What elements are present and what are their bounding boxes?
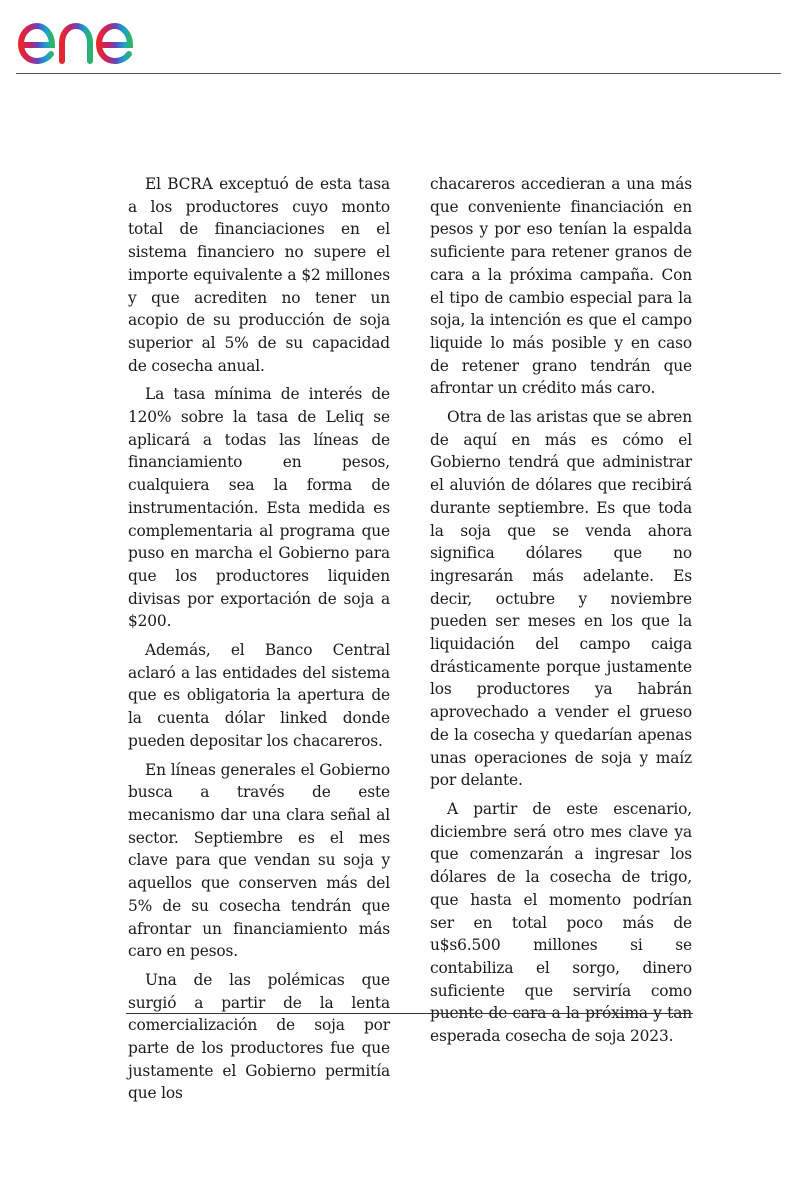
page-header xyxy=(0,0,800,80)
header-divider xyxy=(16,73,781,74)
footer-divider xyxy=(126,1013,693,1014)
paragraph: Una de las polémicas que surgió a partir de la lenta comercialización de soja por parte de los productores fue que justamente el Gobierno permitía que los xyxy=(128,970,390,1103)
paragraph: La tasa mínima de interés de 120% sobre la tasa de Leliq se aplicará a todas las líneas de financiamiento en pesos, cualquiera sea la forma de instrumentación. Esta medida es complementaria al programa que puso en marcha el Gobierno para que los productores liquiden divisas por exportación de soja a $200. xyxy=(128,385,390,631)
paragraph: El BCRA exceptuó de esta tasa a los productores cuyo monto total de financiaciones en el sistema financiero no supere el importe equivalente a $2 millones y que acrediten no tener un acopio de su producción de soja superior al 5% de su capacidad de cosecha anual. xyxy=(128,175,390,375)
paragraph: En líneas generales el Gobierno busca a través de este mecanismo dar una clara señal al sector. Septiembre es el mes clave para que vendan su soja y aquellos que conserven más del 5% de su cosecha tendrán que afrontar un financiamiento más caro en pesos. xyxy=(128,760,390,961)
column-right xyxy=(430,173,692,1105)
enel-logo xyxy=(16,8,176,68)
paragraph: A partir de este escenario, diciembre será otro mes clave ya que comenzarán a ingresar los dólares de la cosecha de trigo, que hasta el momento podrían ser en total poco más de u$s6.500 millones si se contabiliza el sorgo, dinero suficiente que serviría como puente de cara a la próxima y tan esperada cosecha de soja 2023. xyxy=(430,799,692,1046)
logo-text: enel xyxy=(16,8,19,9)
paragraph-continued: chacareros accedieran a una más que conveniente financiación en pesos y por eso tenían la espalda suficiente para retener granos de cara a la próxima campaña. Con el tipo de cambio especial para la soja, la intención es que el campo liquide lo más posible y en caso de retener grano tendrán que afrontar un crédito más caro. xyxy=(430,175,692,398)
article-body xyxy=(128,173,692,1105)
paragraph: Además, el Banco Central aclaró a las entidades del sistema que es obligatoria la apertura de la cuenta dólar linked donde pueden depositar los chacareros. xyxy=(128,641,390,750)
paragraph: Otra de las aristas que se abren de aquí en más es cómo el Gobierno tendrá que administrar el aluvión de dólares que recibirá durante septiembre. Es que toda la soja que se venda ahora significa dólares que no ingresarán más adelante. Es decir, octubre y noviembre pueden ser meses en los que la liquidación del campo caiga drásticamente porque justamente los productores ya habrán aprovechado a vender el grueso de la cosecha y quedarían apenas unas operaciones de soja y maíz por delante. xyxy=(430,408,692,790)
column-left xyxy=(128,173,390,1105)
